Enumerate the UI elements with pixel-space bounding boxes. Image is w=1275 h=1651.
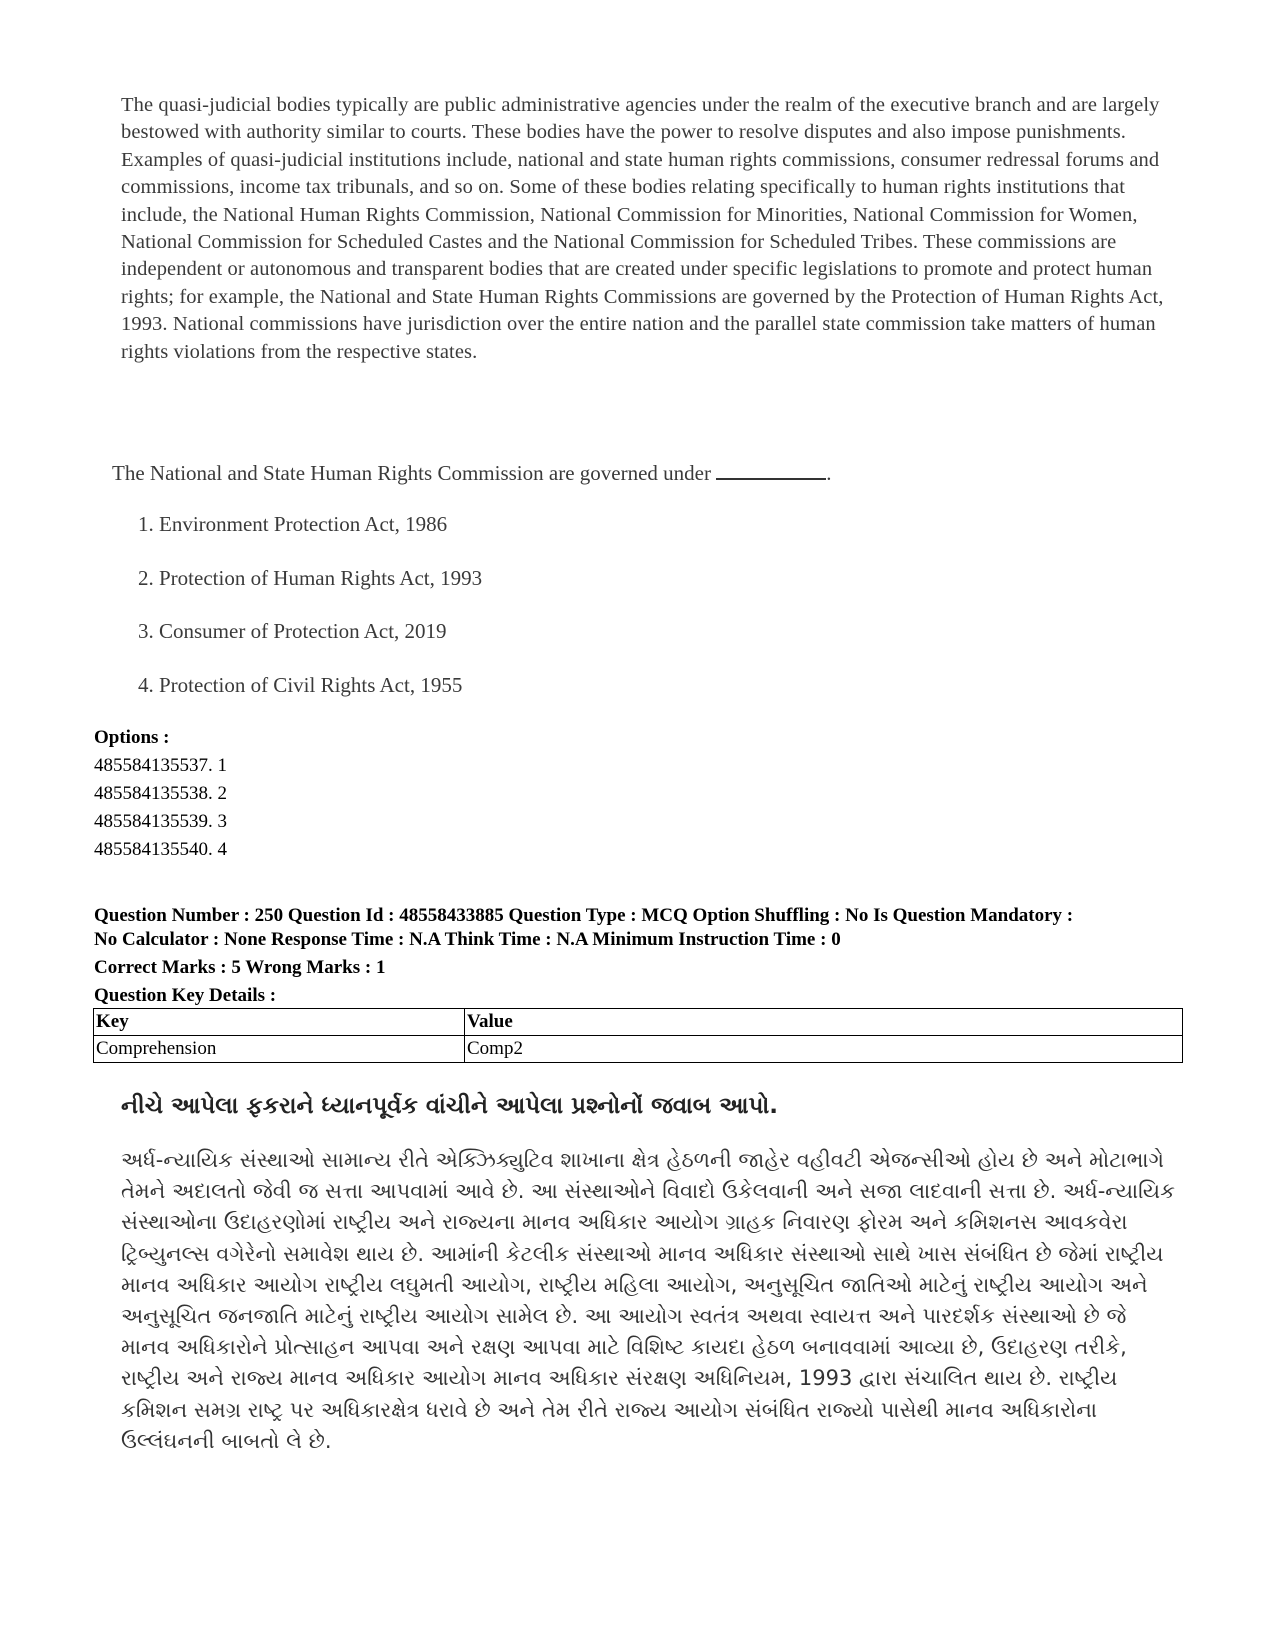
option-item: 485584135538. 2 (94, 783, 227, 804)
answer-choices (138, 512, 482, 726)
choice-item: 3. Consumer of Protection Act, 2019 (138, 619, 447, 643)
option-item: 485584135539. 3 (94, 811, 227, 832)
options-title: Options : (94, 727, 170, 748)
question-end: . (826, 461, 832, 485)
key-details-table (93, 1008, 1183, 1063)
table-cell-value: Comp2 (465, 1036, 1183, 1063)
question-text: The National and State Human Rights Commission are governed under (112, 461, 711, 485)
table-row (94, 1036, 1183, 1063)
passage-text: The quasi-judicial bodies typically are public administrative agencies under the realm of the executive branch and are largely bestowed with authority similar to courts. These bodies have the power to resolve disputes and also impose punishments. Examples of quasi-judicial institutions include, national and state human rights commissions, consumer redressal forums and commissions, income tax tribunals, and so on. Some of these bodies relating specifically to human rights institutions that include, the National Human Rights Commission, National Commission for Minorities, National Commission for Women, National Commission for Scheduled Castes and the National Commission for Scheduled Tribes. These commissions are independent or autonomous and transparent bodies that are created under specific legislations to promote and protect human rights; for example, the National and State Human Rights Commissions are governed by the Protection of Human Rights Act, 1993. National commissions have jurisdiction over the entire nation and the parallel state commission take matters of human rights violations from the respective states. (121, 94, 1164, 363)
gujarati-instruction-heading: નીચે આપેલા ફકરાને ધ્યાનપૂર્વક વાંચીને આપેલા પ્રશ્નોનોં જવાબ આપો. (121, 1093, 778, 1119)
question-metadata (94, 904, 1194, 1008)
choice-item: 2. Protection of Human Rights Act, 1993 (138, 565, 483, 590)
meta-line-2: No Calculator : None Response Time : N.A Think Time : N.A Minimum Instruction Time : 0 (94, 929, 841, 950)
table-header-value: Value (465, 1009, 1183, 1036)
choice-item: 1. Environment Protection Act, 1986 (138, 512, 448, 536)
options-block (94, 724, 227, 864)
table-header-row (94, 1009, 1183, 1036)
meta-line-1: Question Number : 250 Question Id : 48558433885 Question Type : MCQ Option Shuffling : No Is Question Mandatory : (94, 905, 1074, 926)
table-header-key: Key (94, 1009, 465, 1036)
table-cell-key: Comprehension (94, 1036, 465, 1063)
answer-blank (716, 460, 826, 480)
option-item: 485584135537. 1 (94, 755, 227, 776)
marks-line: Correct Marks : 5 Wrong Marks : 1 (94, 957, 386, 978)
english-passage (121, 92, 1171, 366)
choice-item: 4. Protection of Civil Rights Act, 1955 (138, 672, 463, 697)
option-item: 485584135540. 4 (94, 839, 227, 860)
question-stem (112, 460, 831, 486)
gujarati-passage: અર્ધ-ન્યાયિક સંસ્થાઓ સામાન્ય રીતે એક્ઝિક્યુટિવ શાખાના ક્ષેત્ર હેઠળની જાહેર વહીવટી એજન્સીઓ હોય છે અને મોટાભાગે તેમને અદાલતો જેવી જ સત્તા આપવામાં આવે છે. આ સંસ્થાઓને વિવાદો ઉકેલવાની અને સજા લાદવાની સત્તા છે. અર્ધ-ન્યાયિક સંસ્થાઓના ઉદાહરણોમાં રાષ્ટ્રીય અને રાજ્યના માનવ અધિકાર આયોગ ગ્રાહક નિવારણ ફોરમ અને કમિશનસ આવકવેરા ટ્રિબ્યુનલ્સ વગેરેનો સમાવેશ થાય છે. આમાંની કેટલીક સંસ્થાઓ માનવ અધિકાર સંસ્થાઓ સાથે ખાસ સંબંધિત છે જેમાં રાષ્ટ્રીય માનવ અધિકાર આયોગ રાષ્ટ્રીય લઘુમતી આયોગ, રાષ્ટ્રીય મહિલા આયોગ, અનુસૂચિત જાતિઓ માટેનું રાષ્ટ્રીય આયોગ અને અનુસૂચિત જનજાતિ માટેનું રાષ્ટ્રીય આયોગ સામેલ છે. આ આયોગ સ્વતંત્ર અથવા સ્વાયત્ત અને પારદર્શક સંસ્થાઓ છે જે માનવ અધિકારોને પ્રોત્સાહન આપવા અને રક્ષણ આપવા માટે વિશિષ્ટ કાયદા હેઠળ બનાવવામાં આવ્યા છે, ઉદાહરણ તરીકે, રાષ્ટ્રીય અને રાજ્ય માનવ અધિકાર આયોગ માનવ અધિકાર સંરક્ષણ અધિનિયમ, 1993 દ્વારા સંચાલિત થાય છે. રાષ્ટ્રીય કમિશન સમગ્ર રાષ્ટ્ર પર અધિકારક્ષેત્ર ધરાવે છે અને તેમ રીતે રાજ્ય આયોગ સંબંધિત રાજ્યો પાસેથી માનવ અધિકારોના ઉલ્લંઘનની બાબતો લે છે. (121, 1148, 1175, 1453)
key-details-title: Question Key Details : (94, 985, 277, 1006)
